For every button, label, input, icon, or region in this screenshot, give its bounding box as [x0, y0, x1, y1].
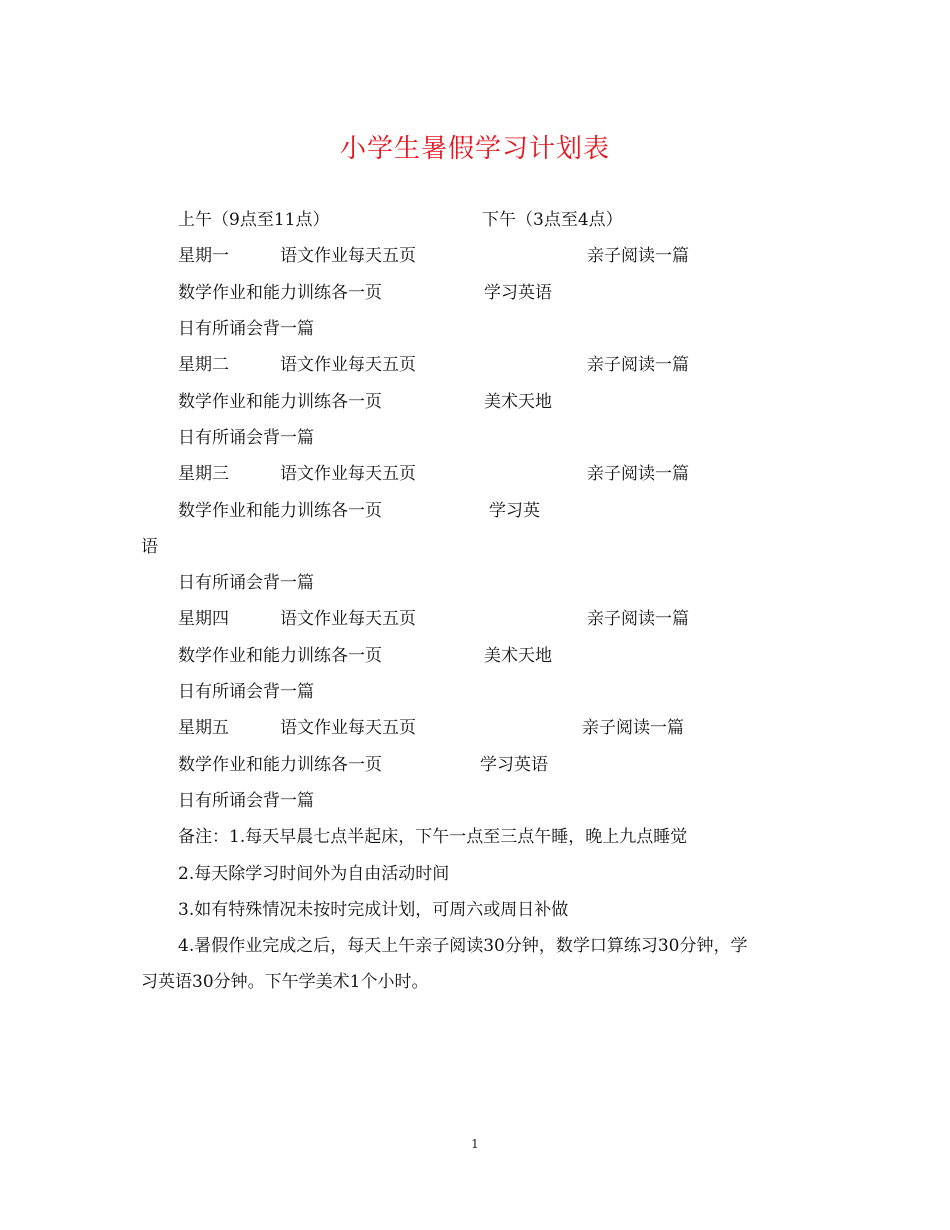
- math-task: 数学作业和能力训练各一页: [178, 392, 382, 412]
- day-label: 星期二: [178, 355, 229, 375]
- day-label: 星期一: [178, 246, 229, 266]
- math-task: 数学作业和能力训练各一页: [178, 646, 382, 666]
- recite-task: 日有所诵会背一篇: [178, 791, 314, 811]
- recite-task: 日有所诵会背一篇: [178, 428, 314, 448]
- math-task: 数学作业和能力训练各一页: [178, 283, 382, 303]
- recite-task: 日有所诵会背一篇: [178, 682, 314, 702]
- note-line: 习英语30分钟。下午学美术1个小时。: [141, 972, 429, 992]
- reading-task: 亲子阅读一篇: [587, 464, 689, 484]
- math-task: 数学作业和能力训练各一页: [178, 755, 382, 775]
- day-label: 星期四: [178, 609, 229, 629]
- note-line: 3.如有特殊情况未按时完成计划，可周六或周日补做: [178, 900, 569, 920]
- afternoon-task: 美术天地: [484, 646, 552, 666]
- reading-task: 亲子阅读一篇: [587, 355, 689, 375]
- day-label: 星期五: [178, 718, 229, 738]
- chinese-task: 语文作业每天五页: [280, 609, 416, 629]
- reading-task: 亲子阅读一篇: [582, 718, 684, 738]
- recite-task: 日有所诵会背一篇: [178, 573, 314, 593]
- reading-task: 亲子阅读一篇: [587, 609, 689, 629]
- math-task: 数学作业和能力训练各一页: [178, 501, 382, 521]
- note-line: 2.每天除学习时间外为自由活动时间: [178, 864, 450, 884]
- chinese-task: 语文作业每天五页: [280, 464, 416, 484]
- afternoon-task: 学习英语: [480, 755, 548, 775]
- page-number: 1: [471, 1137, 479, 1151]
- reading-task: 亲子阅读一篇: [587, 246, 689, 266]
- afternoon-task: 学习英语: [484, 283, 552, 303]
- chinese-task: 语文作业每天五页: [280, 246, 416, 266]
- chinese-task: 语文作业每天五页: [280, 718, 416, 738]
- afternoon-task: 美术天地: [484, 392, 552, 412]
- recite-task: 日有所诵会背一篇: [178, 319, 314, 339]
- day-label: 星期三: [178, 464, 229, 484]
- note-line: 4.暑假作业完成之后，每天上午亲子阅读30分钟，数学口算练习30分钟，学: [178, 936, 748, 956]
- afternoon-task: 学习英: [489, 501, 540, 521]
- page-title: 小学生暑假学习计划表: [339, 134, 610, 164]
- afternoon-task-wrap: 语: [141, 537, 158, 557]
- afternoon-header: 下午（3点至4点）: [482, 210, 623, 230]
- chinese-task: 语文作业每天五页: [280, 355, 416, 375]
- morning-header: 上午（9点至11点）: [178, 210, 330, 230]
- note-line: 备注：1.每天早晨七点半起床，下午一点至三点午睡，晚上九点睡觉: [178, 827, 688, 847]
